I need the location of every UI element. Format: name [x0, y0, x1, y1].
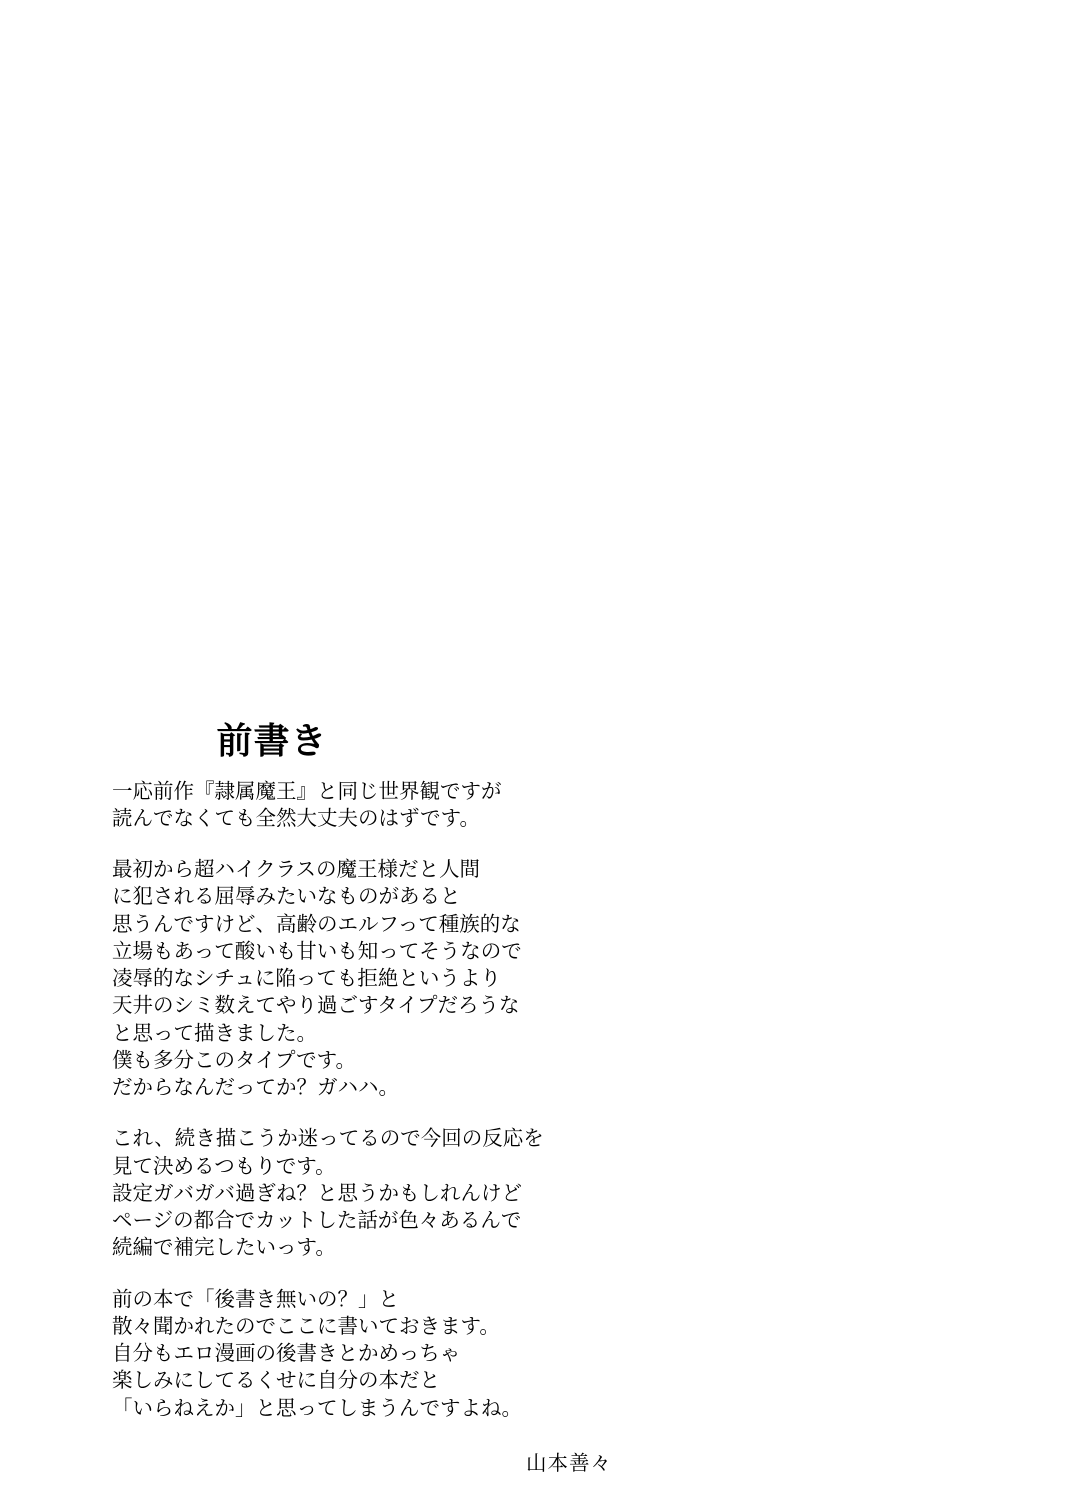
afterword-paragraph-4	[112, 1286, 732, 1422]
afterword-paragraph-2	[112, 856, 732, 1101]
afterword-line: 見て決めるつもりです。	[112, 1153, 336, 1178]
afterword-line: だからなんだってか？ガハハ。	[112, 1075, 399, 1100]
afterword-line: 「いらねえか」と思ってしまうんですよね。	[112, 1395, 522, 1420]
afterword-line: 思うんですけど、高齢のエルフって種族的な	[112, 911, 521, 936]
author-signature: 山本善々	[526, 1450, 612, 1475]
afterword-line: 最初から超ハイクラスの魔王様だと人間	[112, 857, 480, 882]
afterword-line: 天井のシミ数えてやり過ごすタイプだろうな	[112, 993, 520, 1018]
afterword-line: 続編で補完したいっす。	[112, 1235, 336, 1260]
afterword-line: ページの都合でカットした話が色々あるんで	[112, 1208, 522, 1233]
afterword-line: これ、続き描こうか迷ってるので今回の反応を	[112, 1126, 544, 1151]
afterword-line: 一応前作『隷属魔王』と同じ世界観ですが	[112, 778, 502, 803]
afterword-line: 凌辱的なシチュに陥っても拒絶というより	[112, 966, 501, 991]
afterword-line: 自分もエロ漫画の後書きとかめっちゃ	[112, 1341, 461, 1366]
afterword-line: に犯される屈辱みたいなものがあると	[112, 884, 461, 909]
afterword-section	[112, 722, 732, 1476]
page-title: 前書き	[216, 721, 328, 762]
afterword-line: 散々聞かれたのでここに書いておきます。	[112, 1313, 500, 1338]
afterword-line: 立場もあって酸いも甘いも知ってそうなので	[112, 938, 522, 963]
afterword-line: 設定ガバガバ過ぎね？と思うかもしれんけど	[112, 1180, 522, 1205]
afterword-line: 僕も多分このタイプです。	[112, 1047, 356, 1072]
afterword-line: 読んでなくても全然大丈夫のはずです。	[112, 805, 480, 830]
afterword-line: 前の本で「後書き無いの？」と	[112, 1286, 399, 1311]
afterword-paragraph-1	[112, 778, 732, 833]
afterword-line: と思って描きました。	[112, 1020, 317, 1045]
afterword-line: 楽しみにしてるくせに自分の本だと	[112, 1368, 440, 1393]
afterword-paragraph-3	[112, 1125, 732, 1261]
